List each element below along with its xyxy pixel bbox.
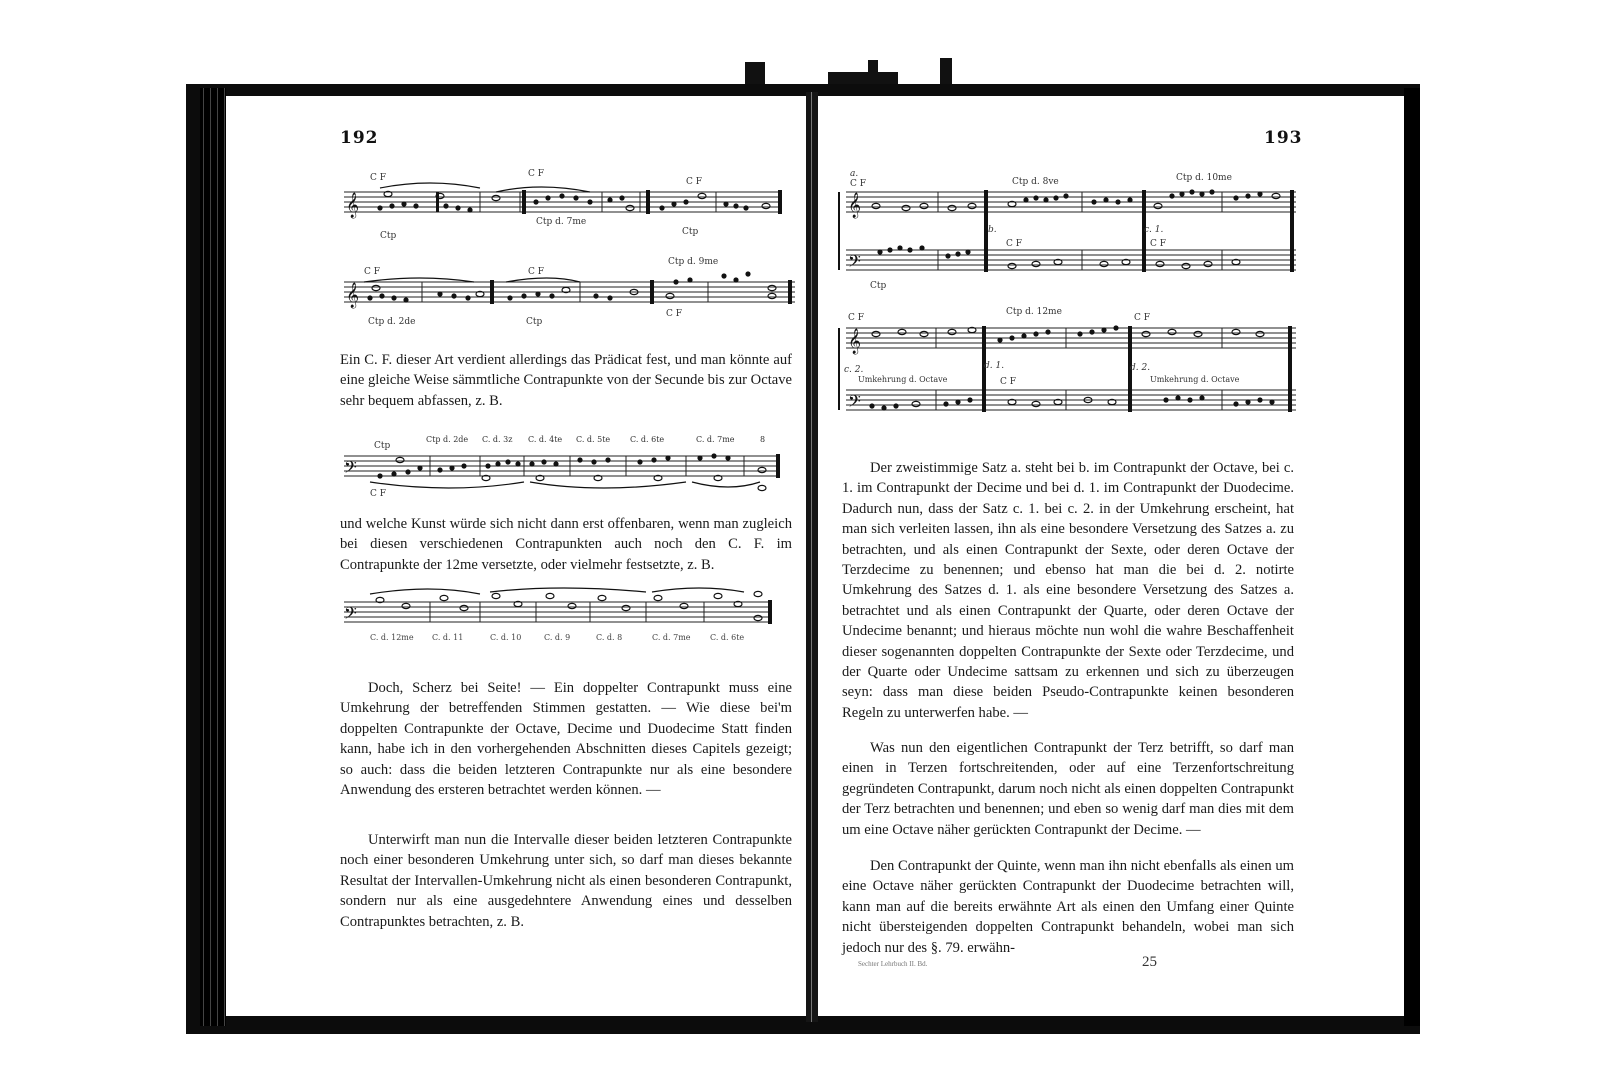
staff1-label: C F	[370, 173, 386, 183]
system1-label: C F	[1006, 239, 1022, 249]
staff2-label: Ctp d. 2de	[368, 317, 416, 327]
staff3-label: Ctp d. 2de	[426, 435, 469, 444]
system1-label: c. 1.	[1144, 225, 1164, 235]
page-number-left: 192	[340, 128, 379, 148]
staff3-label: C. d. 3z	[482, 435, 513, 444]
right-paragraph-3: Den Contrapunkt der Quinte, wenn man ihn nicht ebenfalls als einen um eine Octave näher gerückten Contrapunkt der Duodecime betrachten will, kann man auf die bereits erwähnte Art als einen den Umfang einer Quinte nicht übersteigenden doppelten Contrapunkt behandeln, wobei man sich jedoch nur des §. 79. erwähn-	[842, 858, 1294, 956]
system2-label: d. 1.	[984, 361, 1005, 371]
system1-label: a.	[850, 169, 859, 179]
staff4-label: C. d. 12me	[370, 633, 414, 642]
book-spine	[806, 92, 818, 1022]
system2-label: Umkehrung d. Octave	[858, 375, 948, 384]
page-number-right: 193	[1264, 128, 1303, 148]
system1-label: Ctp	[870, 281, 887, 291]
system2-label: d. 2.	[1130, 363, 1151, 373]
staff4-label: C. d. 6te	[710, 633, 745, 642]
svg-text:𝄢: 𝄢	[344, 457, 357, 481]
staff3-label: C. d. 4te	[528, 435, 563, 444]
binding-mark	[828, 72, 898, 84]
staff1-label: C F	[686, 177, 702, 187]
left-paragraph-3: Doch, Scherz bei Seite! — Ein doppelter Contrapunkt muss eine Umkehrung der betreffenden Stimmen gestatten. — Wie diese bei'm doppelten Contrapunkte der Octave, Decime und Duodecime Statt finden kann, habe ich in den vorhergehenden Abschnitten dieses Capitels gezeigt; so auch: dass die beiden letzteren Contrapunkte nur als eine besondere Anwendung des ersteren betrachtet werden können. —	[340, 680, 792, 799]
binding-mark	[940, 58, 952, 84]
music-staff-4	[340, 582, 795, 652]
music-system-2	[836, 304, 1302, 428]
system2-label: c. 2.	[844, 365, 864, 375]
printer-signature: Sechter Lehrbuch II. Bd.	[858, 960, 928, 968]
staff4-label: C. d. 9	[544, 633, 571, 642]
sheet-number: 25	[1142, 954, 1157, 970]
system1-label: Ctp d. 10me	[1176, 173, 1232, 183]
staff2-label: C F	[364, 267, 380, 277]
system1-label: b.	[988, 225, 997, 235]
staff1-label: Ctp	[380, 231, 397, 241]
staff2-label: Ctp	[526, 317, 543, 327]
system1-label: Ctp d. 8ve	[1012, 177, 1059, 187]
svg-text:𝄞: 𝄞	[848, 193, 862, 218]
svg-text:𝄢: 𝄢	[848, 251, 861, 275]
staff3-label: Ctp	[374, 441, 391, 451]
staff4-label: C. d. 8	[596, 633, 623, 642]
right-paragraph-1: Der zweistimmige Satz a. steht bei b. im Contrapunkt der Octave, bei c. 1. im Contrapunkt der Decime und bei d. 1. im Contrapunkt der Duodecime. Dadurch nun, dass der Satz c. 1. bei c. 2. in der Umkehrung erscheint, hat man sich verleiten lassen, ihn als eine besondere Versetzung des Satzes a. zu betrachten, und als einen Contrapunkt der Sexte, oder deren Octave der Terzdecime zu benennen; und ebenso hat man die bei d. 2. notirte Umkehrung des Satzes d. 1. als eine besondere Versetzung des Satzes a. betrachtet und als einen Contrapunkt der Quarte, oder deren Octave der Undecime benannt; und hieraus möchte nun wohl die wahre Beschaffenheit dieser sogenannten doppelten Contrapunkte der Sexte oder Terzdecime, und der Quarte oder Undecime sattsam zu erkennen und sich zu überzeugen seyn: dass man diese beiden Pseudo-Contrapunkte keinen besonderen Regeln zu unterwerfen habe. —	[842, 460, 1294, 721]
staff3-label: C. d. 6te	[630, 435, 665, 444]
svg-text:𝄞: 𝄞	[848, 329, 862, 354]
staff1-label: C F	[528, 169, 544, 179]
svg-text:𝄢: 𝄢	[848, 391, 861, 415]
system1-label: C F	[850, 179, 866, 189]
staff1-label: Ctp	[682, 227, 699, 237]
spine-fold	[811, 92, 812, 1022]
svg-text:𝄞: 𝄞	[346, 283, 360, 308]
music-staff-1	[340, 168, 795, 242]
staff3-label: 8	[760, 435, 766, 444]
staff3-label: C. d. 7me	[696, 435, 735, 444]
system1-label: C F	[1150, 239, 1166, 249]
staff2-label: C F	[528, 267, 544, 277]
staff2-label: C F	[666, 309, 682, 319]
staff4-label: C. d. 7me	[652, 633, 691, 642]
staff4-label: C. d. 10	[490, 633, 522, 642]
system2-label: Ctp d. 12me	[1006, 307, 1062, 317]
music-staff-2	[340, 252, 795, 332]
binding-mark	[745, 62, 765, 84]
system2-label: C F	[1134, 313, 1150, 323]
left-page-edges	[200, 88, 226, 1026]
binding-mark	[868, 60, 878, 74]
right-page-edges	[1404, 88, 1420, 1026]
left-paragraph-4: Unterwirft man nun die Intervalle dieser beiden letzteren Contrapunkte noch einer besonderen Umkehrung unter sich, so darf man dieses bekannte Resultat der Intervallen-Umkehrung nicht als einen besonderen Contrapunkt, sondern nur als eine ausgedehntere Anwendung eines und desselben Contrapunktes betrachten, z. B.	[340, 832, 792, 930]
staff4-label: C. d. 11	[432, 633, 464, 642]
staff1-label: Ctp d. 7me	[536, 217, 587, 227]
system2-label: C F	[1000, 377, 1016, 387]
system2-label: C F	[848, 313, 864, 323]
staff2-label: Ctp d. 9me	[668, 257, 719, 267]
left-paragraph-2: und welche Kunst würde sich nicht dann erst offenbaren, wenn man zugleich bei diesen verschiedenen Contrapunkten auch noch den C. F. im Contrapunkte der 12me versetzte, oder vielmehr festsetzte, z. B.	[340, 516, 792, 573]
music-staff-3	[340, 430, 795, 505]
right-paragraph-2: Was nun den eigentlichen Contrapunkt der Terz betrifft, so darf man einen in Terzen fortschreitenden, oder auf eine Terzenfortschreitung gegründeten Contrapunkt, darum noch nicht als einen doppelten Contrapunkt der Terz betrachten und benennen; und eben so wenig darf man dies mit dem um eine Octave näher gerückten Contrapunkt der Decime. —	[842, 740, 1294, 838]
svg-text:𝄢: 𝄢	[344, 603, 357, 627]
system2-label: Umkehrung d. Octave	[1150, 375, 1240, 384]
svg-text:𝄞: 𝄞	[346, 193, 360, 218]
staff3-label: C F	[370, 489, 386, 499]
music-system-1	[836, 166, 1302, 292]
left-paragraph-1: Ein C. F. dieser Art verdient allerdings das Prädicat fest, und man könnte auf eine gleiche Weise sämmtliche Contrapunkte von der Secunde bis zur Octave sehr bequem abfassen, z. B.	[340, 352, 792, 409]
staff3-label: C. d. 5te	[576, 435, 611, 444]
